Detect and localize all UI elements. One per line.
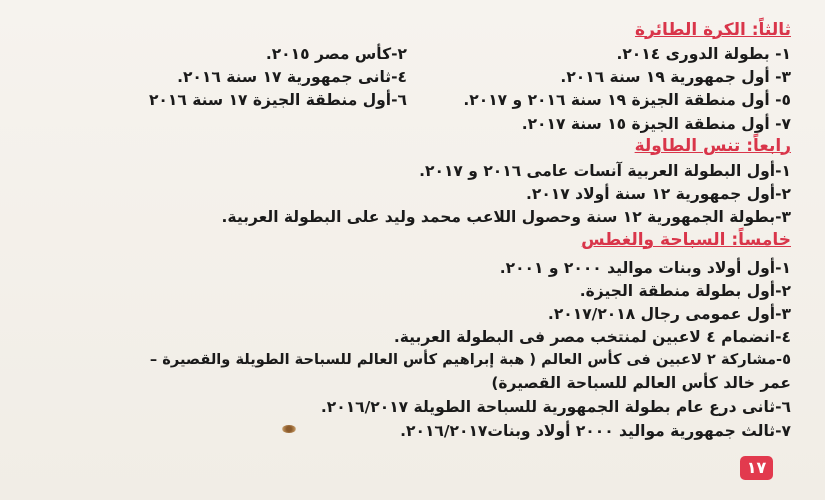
list-item: ٤-انضمام ٤ لاعبين لمنتخب مصر فى البطولة العربية. [393,328,791,346]
list-item: ٦-ثانى درع عام بطولة الجمهورية للسباحة الطويلة ٢٠١٦/٢٠١٧. [320,398,791,416]
list-item: ٦-أول منطقة الجيزة ١٧ سنة ٢٠١٦ [148,91,407,109]
list-item: ٥-مشاركة ٢ لاعبين فى كأس العالم ( هبة إبراهيم كأس العالم للسباحة الطويلة والقصيرة – [149,351,791,368]
list-item: ٥- أول منطقة الجيزة ١٩ سنة ٢٠١٦ و ٢٠١٧. [463,91,791,109]
list-item: ٢-كأس مصر ٢٠١٥. [265,45,407,63]
section-heading-volleyball: ثالثاً: الكرة الطائرة [635,20,791,40]
paper-stain [282,425,296,433]
list-item: ٣- أول جمهورية ١٩ سنة ٢٠١٦. [560,68,791,86]
list-item: ٣-أول عمومى رجال ٢٠١٧/٢٠١٨. [547,305,791,323]
list-item: ٣-بطولة الجمهورية ١٢ سنة وحصول اللاعب محمد وليد على البطولة العربية. [221,208,791,226]
list-item: ١-أول أولاد وبنات مواليد ٢٠٠٠ و ٢٠٠١. [499,259,791,277]
section-heading-swimming: خامساً: السباحة والغطس [581,230,791,250]
page-number-badge: ١٧ [740,456,773,480]
list-item-continuation: عمر خالد كأس العالم للسباحة القصيرة) [491,374,791,392]
list-item: ٧- أول منطقة الجيزة ١٥ سنة ٢٠١٧. [521,115,791,133]
list-item: ١- بطولة الدورى ٢٠١٤. [616,45,791,63]
list-item: ٤-ثانى جمهورية ١٧ سنة ٢٠١٦. [177,68,407,86]
list-item: ٧-ثالث جمهورية مواليد ٢٠٠٠ أولاد وبنات٢٠١٦/٢٠١٧. [400,422,791,440]
list-item: ٢-أول بطولة منطقة الجيزة. [579,282,791,300]
list-item: ٢-أول جمهورية ١٢ سنة أولاد ٢٠١٧. [525,185,791,203]
list-item: ١-أول البطولة العربية آنسات عامى ٢٠١٦ و ٢٠١٧. [419,162,791,180]
section-heading-table-tennis: رابعاً: تنس الطاولة [634,136,791,156]
